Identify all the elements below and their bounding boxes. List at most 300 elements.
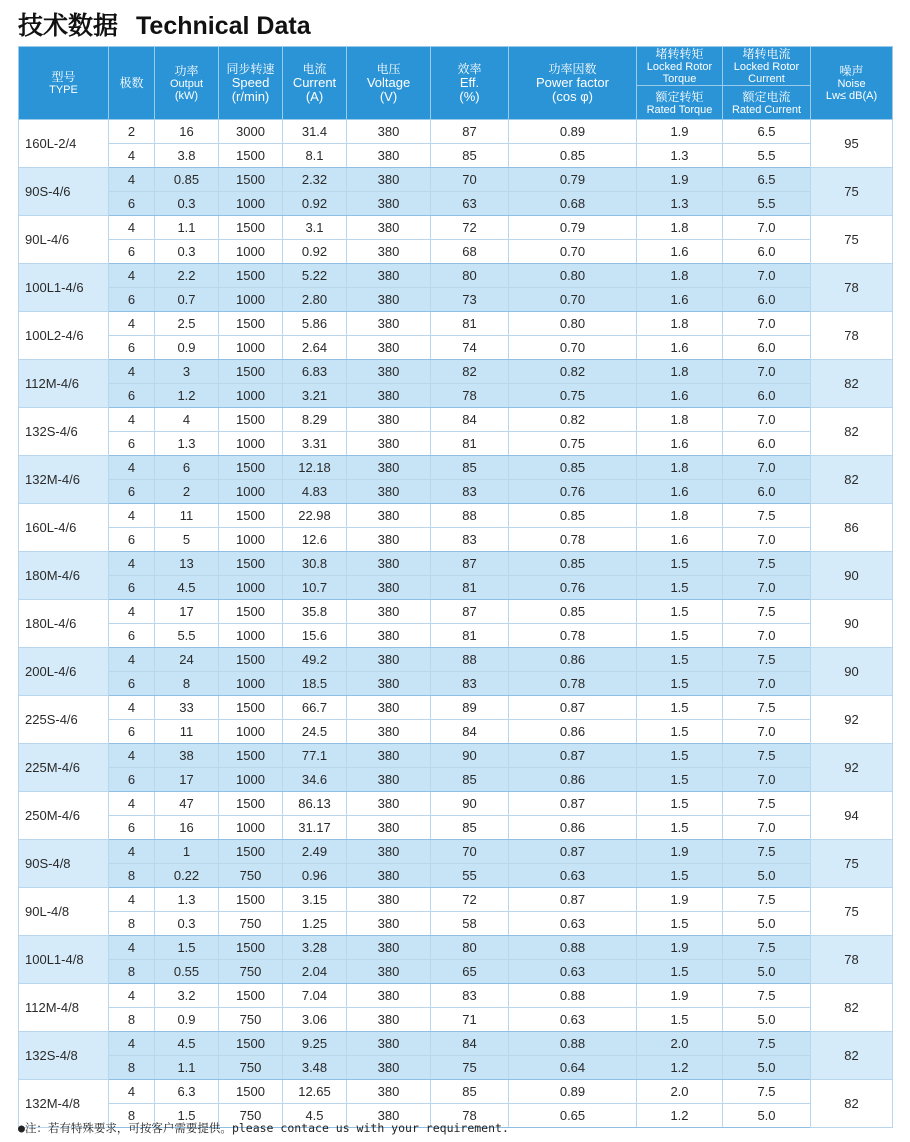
cell-speed: 1500 bbox=[219, 936, 283, 960]
cell-voltage: 380 bbox=[347, 240, 431, 264]
cell-current: 3.48 bbox=[283, 1056, 347, 1080]
cell-output: 0.9 bbox=[155, 1008, 219, 1032]
cell-torque: 1.5 bbox=[637, 768, 723, 792]
cell-current: 10.7 bbox=[283, 576, 347, 600]
cell-speed: 1500 bbox=[219, 144, 283, 168]
cell-eff: 74 bbox=[431, 336, 509, 360]
cell-type: 90L-4/8 bbox=[19, 888, 109, 936]
cell-torque: 1.5 bbox=[637, 816, 723, 840]
cell-poles: 6 bbox=[109, 528, 155, 552]
cell-current: 31.4 bbox=[283, 120, 347, 144]
header-current: 电流 Current (A) bbox=[283, 47, 347, 120]
cell-output: 38 bbox=[155, 744, 219, 768]
cell-poles: 4 bbox=[109, 840, 155, 864]
header-type: 型号 TYPE bbox=[19, 47, 109, 120]
cell-current: 6.83 bbox=[283, 360, 347, 384]
table-row bbox=[19, 1032, 893, 1056]
cell-lrc: 7.0 bbox=[723, 768, 811, 792]
cell-noise: 82 bbox=[811, 360, 893, 408]
cell-eff: 90 bbox=[431, 792, 509, 816]
cell-voltage: 380 bbox=[347, 336, 431, 360]
cell-speed: 1500 bbox=[219, 408, 283, 432]
cell-poles: 4 bbox=[109, 936, 155, 960]
cell-poles: 4 bbox=[109, 360, 155, 384]
cell-speed: 750 bbox=[219, 1104, 283, 1128]
cell-pf: 0.86 bbox=[509, 648, 637, 672]
cell-lrc: 6.0 bbox=[723, 480, 811, 504]
cell-speed: 1000 bbox=[219, 192, 283, 216]
cell-torque: 1.5 bbox=[637, 960, 723, 984]
cell-voltage: 380 bbox=[347, 288, 431, 312]
cell-output: 5 bbox=[155, 528, 219, 552]
motor-group bbox=[19, 552, 893, 600]
cell-torque: 1.3 bbox=[637, 192, 723, 216]
table-row bbox=[19, 864, 893, 888]
cell-voltage: 380 bbox=[347, 720, 431, 744]
cell-pf: 0.80 bbox=[509, 264, 637, 288]
cell-voltage: 380 bbox=[347, 576, 431, 600]
cell-pf: 0.75 bbox=[509, 384, 637, 408]
cell-torque: 1.6 bbox=[637, 288, 723, 312]
cell-speed: 1000 bbox=[219, 336, 283, 360]
cell-current: 3.28 bbox=[283, 936, 347, 960]
cell-speed: 1500 bbox=[219, 264, 283, 288]
cell-eff: 83 bbox=[431, 528, 509, 552]
cell-torque: 1.8 bbox=[637, 408, 723, 432]
cell-output: 13 bbox=[155, 552, 219, 576]
table-row bbox=[19, 960, 893, 984]
table-row bbox=[19, 672, 893, 696]
cell-pf: 0.63 bbox=[509, 1008, 637, 1032]
cell-speed: 1000 bbox=[219, 576, 283, 600]
cell-type: 90L-4/6 bbox=[19, 216, 109, 264]
cell-lrc: 5.0 bbox=[723, 1104, 811, 1128]
cell-poles: 8 bbox=[109, 1056, 155, 1080]
cell-torque: 1.5 bbox=[637, 648, 723, 672]
table-row bbox=[19, 768, 893, 792]
cell-pf: 0.76 bbox=[509, 576, 637, 600]
cell-noise: 92 bbox=[811, 744, 893, 792]
cell-torque: 1.6 bbox=[637, 384, 723, 408]
cell-output: 16 bbox=[155, 816, 219, 840]
cell-torque: 1.8 bbox=[637, 504, 723, 528]
cell-current: 66.7 bbox=[283, 696, 347, 720]
cell-voltage: 380 bbox=[347, 120, 431, 144]
table-row bbox=[19, 744, 893, 768]
table-row bbox=[19, 648, 893, 672]
cell-current: 34.6 bbox=[283, 768, 347, 792]
cell-output: 0.3 bbox=[155, 192, 219, 216]
cell-current: 77.1 bbox=[283, 744, 347, 768]
cell-eff: 83 bbox=[431, 984, 509, 1008]
table-row bbox=[19, 360, 893, 384]
motor-group bbox=[19, 600, 893, 648]
cell-voltage: 380 bbox=[347, 792, 431, 816]
cell-current: 2.80 bbox=[283, 288, 347, 312]
cell-speed: 1000 bbox=[219, 240, 283, 264]
cell-speed: 1500 bbox=[219, 984, 283, 1008]
cell-eff: 72 bbox=[431, 888, 509, 912]
cell-noise: 90 bbox=[811, 600, 893, 648]
cell-noise: 92 bbox=[811, 696, 893, 744]
table-row bbox=[19, 480, 893, 504]
cell-poles: 6 bbox=[109, 480, 155, 504]
cell-eff: 88 bbox=[431, 648, 509, 672]
cell-current: 15.6 bbox=[283, 624, 347, 648]
cell-noise: 82 bbox=[811, 408, 893, 456]
cell-lrc: 5.5 bbox=[723, 144, 811, 168]
cell-lrc: 5.0 bbox=[723, 912, 811, 936]
cell-pf: 0.87 bbox=[509, 696, 637, 720]
cell-pf: 0.88 bbox=[509, 936, 637, 960]
motor-group bbox=[19, 120, 893, 168]
cell-speed: 1500 bbox=[219, 744, 283, 768]
cell-voltage: 380 bbox=[347, 936, 431, 960]
cell-eff: 72 bbox=[431, 216, 509, 240]
cell-voltage: 380 bbox=[347, 216, 431, 240]
cell-speed: 1500 bbox=[219, 1032, 283, 1056]
cell-lrc: 6.0 bbox=[723, 288, 811, 312]
cell-noise: 78 bbox=[811, 936, 893, 984]
table-header bbox=[19, 47, 893, 120]
cell-voltage: 380 bbox=[347, 768, 431, 792]
cell-lrc: 7.0 bbox=[723, 216, 811, 240]
cell-eff: 83 bbox=[431, 480, 509, 504]
header-poles: 极数 bbox=[109, 47, 155, 120]
cell-pf: 0.63 bbox=[509, 960, 637, 984]
cell-speed: 1000 bbox=[219, 672, 283, 696]
cell-type: 100L1-4/6 bbox=[19, 264, 109, 312]
table-row bbox=[19, 216, 893, 240]
cell-current: 3.21 bbox=[283, 384, 347, 408]
cell-voltage: 380 bbox=[347, 1080, 431, 1104]
header-locked-rotor-torque: 堵转转矩 Locked Rotor Torque bbox=[637, 47, 723, 86]
cell-voltage: 380 bbox=[347, 1104, 431, 1128]
cell-voltage: 380 bbox=[347, 840, 431, 864]
cell-poles: 4 bbox=[109, 984, 155, 1008]
cell-torque: 2.0 bbox=[637, 1080, 723, 1104]
cell-current: 0.96 bbox=[283, 864, 347, 888]
cell-current: 9.25 bbox=[283, 1032, 347, 1056]
cell-speed: 1500 bbox=[219, 648, 283, 672]
cell-poles: 4 bbox=[109, 552, 155, 576]
table-row bbox=[19, 984, 893, 1008]
cell-eff: 65 bbox=[431, 960, 509, 984]
cell-output: 1.1 bbox=[155, 216, 219, 240]
cell-eff: 71 bbox=[431, 1008, 509, 1032]
cell-lrc: 7.5 bbox=[723, 744, 811, 768]
cell-pf: 0.63 bbox=[509, 912, 637, 936]
cell-speed: 1500 bbox=[219, 216, 283, 240]
cell-output: 16 bbox=[155, 120, 219, 144]
cell-pf: 0.86 bbox=[509, 768, 637, 792]
cell-torque: 1.8 bbox=[637, 216, 723, 240]
cell-torque: 1.9 bbox=[637, 120, 723, 144]
cell-output: 17 bbox=[155, 600, 219, 624]
table-row bbox=[19, 696, 893, 720]
cell-lrc: 5.5 bbox=[723, 192, 811, 216]
cell-current: 8.29 bbox=[283, 408, 347, 432]
motor-group bbox=[19, 696, 893, 744]
motor-group bbox=[19, 264, 893, 312]
cell-voltage: 380 bbox=[347, 144, 431, 168]
motor-group bbox=[19, 840, 893, 888]
header-power-factor: 功率因数 Power factor (cos φ) bbox=[509, 47, 637, 120]
header-rated-current: 额定电流 Rated Current bbox=[723, 86, 811, 120]
cell-torque: 1.5 bbox=[637, 696, 723, 720]
cell-voltage: 380 bbox=[347, 1056, 431, 1080]
cell-torque: 1.6 bbox=[637, 240, 723, 264]
cell-current: 22.98 bbox=[283, 504, 347, 528]
cell-voltage: 380 bbox=[347, 168, 431, 192]
cell-output: 47 bbox=[155, 792, 219, 816]
cell-eff: 84 bbox=[431, 720, 509, 744]
cell-output: 1.3 bbox=[155, 432, 219, 456]
cell-lrc: 7.0 bbox=[723, 624, 811, 648]
motor-group bbox=[19, 888, 893, 936]
cell-voltage: 380 bbox=[347, 1032, 431, 1056]
cell-current: 3.06 bbox=[283, 1008, 347, 1032]
cell-speed: 750 bbox=[219, 1056, 283, 1080]
cell-torque: 2.0 bbox=[637, 1032, 723, 1056]
cell-poles: 4 bbox=[109, 1080, 155, 1104]
cell-eff: 90 bbox=[431, 744, 509, 768]
cell-current: 4.5 bbox=[283, 1104, 347, 1128]
cell-type: 90S-4/6 bbox=[19, 168, 109, 216]
cell-noise: 94 bbox=[811, 792, 893, 840]
motor-group bbox=[19, 648, 893, 696]
cell-output: 3.2 bbox=[155, 984, 219, 1008]
cell-poles: 6 bbox=[109, 240, 155, 264]
cell-torque: 1.9 bbox=[637, 936, 723, 960]
cell-poles: 4 bbox=[109, 504, 155, 528]
cell-output: 3.8 bbox=[155, 144, 219, 168]
cell-noise: 75 bbox=[811, 888, 893, 936]
cell-eff: 78 bbox=[431, 384, 509, 408]
cell-pf: 0.82 bbox=[509, 360, 637, 384]
cell-speed: 1500 bbox=[219, 312, 283, 336]
cell-lrc: 6.5 bbox=[723, 168, 811, 192]
cell-current: 49.2 bbox=[283, 648, 347, 672]
cell-voltage: 380 bbox=[347, 984, 431, 1008]
motor-group bbox=[19, 744, 893, 792]
motor-group bbox=[19, 792, 893, 840]
table-row bbox=[19, 936, 893, 960]
technical-data-table bbox=[18, 46, 893, 1128]
cell-pf: 0.86 bbox=[509, 720, 637, 744]
cell-voltage: 380 bbox=[347, 192, 431, 216]
cell-noise: 86 bbox=[811, 504, 893, 552]
cell-poles: 8 bbox=[109, 912, 155, 936]
header-voltage: 电压 Voltage (V) bbox=[347, 47, 431, 120]
cell-lrc: 7.5 bbox=[723, 888, 811, 912]
cell-voltage: 380 bbox=[347, 1008, 431, 1032]
cell-voltage: 380 bbox=[347, 312, 431, 336]
cell-poles: 6 bbox=[109, 816, 155, 840]
cell-output: 2.5 bbox=[155, 312, 219, 336]
cell-poles: 6 bbox=[109, 288, 155, 312]
header-locked-rotor-current: 堵转电流 Locked Rotor Current bbox=[723, 47, 811, 86]
cell-current: 7.04 bbox=[283, 984, 347, 1008]
cell-lrc: 7.5 bbox=[723, 792, 811, 816]
cell-voltage: 380 bbox=[347, 408, 431, 432]
motor-group bbox=[19, 216, 893, 264]
cell-voltage: 380 bbox=[347, 744, 431, 768]
cell-poles: 8 bbox=[109, 1104, 155, 1128]
cell-pf: 0.68 bbox=[509, 192, 637, 216]
cell-speed: 750 bbox=[219, 1008, 283, 1032]
cell-output: 4.5 bbox=[155, 576, 219, 600]
cell-pf: 0.87 bbox=[509, 840, 637, 864]
cell-speed: 1000 bbox=[219, 480, 283, 504]
cell-lrc: 6.0 bbox=[723, 432, 811, 456]
cell-speed: 1500 bbox=[219, 552, 283, 576]
cell-lrc: 7.5 bbox=[723, 936, 811, 960]
cell-speed: 1500 bbox=[219, 840, 283, 864]
cell-torque: 1.3 bbox=[637, 144, 723, 168]
cell-lrc: 7.0 bbox=[723, 720, 811, 744]
cell-poles: 4 bbox=[109, 408, 155, 432]
cell-torque: 1.5 bbox=[637, 600, 723, 624]
cell-torque: 1.5 bbox=[637, 624, 723, 648]
table-row bbox=[19, 1056, 893, 1080]
header-rated-torque: 额定转矩 Rated Torque bbox=[637, 86, 723, 120]
cell-lrc: 7.0 bbox=[723, 408, 811, 432]
cell-eff: 68 bbox=[431, 240, 509, 264]
cell-output: 1.1 bbox=[155, 1056, 219, 1080]
cell-pf: 0.78 bbox=[509, 528, 637, 552]
table-row bbox=[19, 456, 893, 480]
cell-lrc: 7.5 bbox=[723, 984, 811, 1008]
bullet-icon: ● bbox=[18, 1121, 25, 1135]
cell-type: 180L-4/6 bbox=[19, 600, 109, 648]
cell-torque: 1.5 bbox=[637, 1008, 723, 1032]
cell-current: 35.8 bbox=[283, 600, 347, 624]
page-title bbox=[18, 6, 311, 42]
table-row bbox=[19, 1008, 893, 1032]
cell-voltage: 380 bbox=[347, 384, 431, 408]
cell-speed: 1000 bbox=[219, 816, 283, 840]
cell-torque: 1.6 bbox=[637, 336, 723, 360]
cell-poles: 6 bbox=[109, 768, 155, 792]
cell-type: 112M-4/8 bbox=[19, 984, 109, 1032]
cell-current: 3.31 bbox=[283, 432, 347, 456]
cell-speed: 1000 bbox=[219, 768, 283, 792]
table-row bbox=[19, 384, 893, 408]
cell-output: 1.5 bbox=[155, 936, 219, 960]
cell-lrc: 7.0 bbox=[723, 312, 811, 336]
cell-voltage: 380 bbox=[347, 912, 431, 936]
cell-output: 1.5 bbox=[155, 1104, 219, 1128]
cell-voltage: 380 bbox=[347, 360, 431, 384]
cell-output: 2.2 bbox=[155, 264, 219, 288]
cell-output: 33 bbox=[155, 696, 219, 720]
cell-eff: 87 bbox=[431, 120, 509, 144]
table-row bbox=[19, 552, 893, 576]
cell-speed: 1000 bbox=[219, 432, 283, 456]
cell-voltage: 380 bbox=[347, 888, 431, 912]
cell-poles: 4 bbox=[109, 1032, 155, 1056]
cell-pf: 0.89 bbox=[509, 1080, 637, 1104]
cell-pf: 0.63 bbox=[509, 864, 637, 888]
cell-eff: 75 bbox=[431, 1056, 509, 1080]
cell-torque: 1.8 bbox=[637, 456, 723, 480]
cell-torque: 1.2 bbox=[637, 1104, 723, 1128]
cell-current: 8.1 bbox=[283, 144, 347, 168]
cell-torque: 1.9 bbox=[637, 888, 723, 912]
cell-lrc: 7.0 bbox=[723, 816, 811, 840]
cell-current: 5.22 bbox=[283, 264, 347, 288]
cell-speed: 3000 bbox=[219, 120, 283, 144]
cell-torque: 1.5 bbox=[637, 864, 723, 888]
cell-torque: 1.6 bbox=[637, 528, 723, 552]
cell-current: 86.13 bbox=[283, 792, 347, 816]
cell-voltage: 380 bbox=[347, 264, 431, 288]
cell-speed: 750 bbox=[219, 912, 283, 936]
cell-poles: 8 bbox=[109, 864, 155, 888]
cell-pf: 0.79 bbox=[509, 168, 637, 192]
cell-speed: 1500 bbox=[219, 696, 283, 720]
cell-eff: 85 bbox=[431, 456, 509, 480]
cell-output: 3 bbox=[155, 360, 219, 384]
cell-type: 160L-2/4 bbox=[19, 120, 109, 168]
cell-output: 4 bbox=[155, 408, 219, 432]
cell-pf: 0.85 bbox=[509, 552, 637, 576]
cell-output: 5.5 bbox=[155, 624, 219, 648]
cell-eff: 85 bbox=[431, 768, 509, 792]
cell-eff: 70 bbox=[431, 840, 509, 864]
cell-type: 100L2-4/6 bbox=[19, 312, 109, 360]
cell-type: 132M-4/6 bbox=[19, 456, 109, 504]
cell-output: 0.3 bbox=[155, 912, 219, 936]
cell-lrc: 6.0 bbox=[723, 384, 811, 408]
cell-torque: 1.5 bbox=[637, 792, 723, 816]
motor-group bbox=[19, 168, 893, 216]
table-row bbox=[19, 288, 893, 312]
cell-torque: 1.6 bbox=[637, 432, 723, 456]
cell-noise: 82 bbox=[811, 1080, 893, 1128]
cell-output: 6.3 bbox=[155, 1080, 219, 1104]
cell-type: 250M-4/6 bbox=[19, 792, 109, 840]
cell-voltage: 380 bbox=[347, 528, 431, 552]
table-row bbox=[19, 888, 893, 912]
cell-voltage: 380 bbox=[347, 432, 431, 456]
cell-torque: 1.9 bbox=[637, 984, 723, 1008]
cell-poles: 8 bbox=[109, 960, 155, 984]
cell-noise: 78 bbox=[811, 312, 893, 360]
cell-voltage: 380 bbox=[347, 696, 431, 720]
cell-poles: 4 bbox=[109, 600, 155, 624]
cell-current: 24.5 bbox=[283, 720, 347, 744]
cell-output: 1 bbox=[155, 840, 219, 864]
cell-eff: 85 bbox=[431, 144, 509, 168]
table-row bbox=[19, 840, 893, 864]
cell-pf: 0.76 bbox=[509, 480, 637, 504]
cell-poles: 4 bbox=[109, 168, 155, 192]
cell-speed: 1000 bbox=[219, 384, 283, 408]
cell-torque: 1.6 bbox=[637, 480, 723, 504]
cell-noise: 82 bbox=[811, 1032, 893, 1080]
cell-output: 1.2 bbox=[155, 384, 219, 408]
cell-speed: 1500 bbox=[219, 1080, 283, 1104]
cell-type: 132M-4/8 bbox=[19, 1080, 109, 1128]
motor-group bbox=[19, 312, 893, 360]
cell-current: 2.04 bbox=[283, 960, 347, 984]
cell-current: 3.1 bbox=[283, 216, 347, 240]
cell-pf: 0.79 bbox=[509, 216, 637, 240]
cell-noise: 90 bbox=[811, 648, 893, 696]
cell-torque: 1.5 bbox=[637, 744, 723, 768]
